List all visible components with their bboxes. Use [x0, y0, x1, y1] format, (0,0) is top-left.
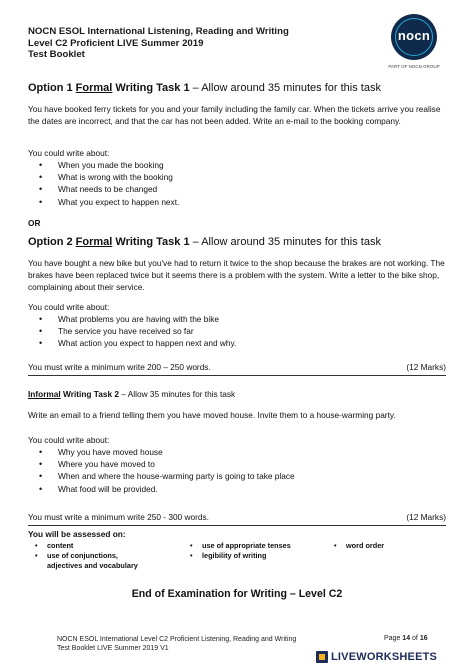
list-item: • The service you have received so far — [28, 325, 236, 337]
option2-intro: You could write about: — [28, 302, 110, 312]
task1-word-count: You must write a minimum write 200 – 250 words. — [28, 362, 211, 372]
list-item: • What you expect to happen next. — [28, 196, 179, 208]
task1-word-count-row — [28, 362, 446, 372]
header-line-2: Level C2 Proficient LIVE Summer 2019 — [28, 37, 204, 49]
list-item: • Where you have moved to — [28, 458, 295, 470]
list-item: • What is wrong with the booking — [28, 171, 179, 183]
logo-text: nocn — [397, 28, 431, 43]
page-number: Page 14 of 16 — [384, 635, 428, 642]
task2-list — [28, 446, 295, 495]
list-item: • What problems you are having with the bike — [28, 313, 236, 325]
task2-word-count-row — [28, 512, 446, 522]
list-item: • Why you have moved house — [28, 446, 295, 458]
option1-formal: Formal — [75, 82, 113, 94]
or-label: OR — [28, 218, 41, 228]
assessment-item: • legibility of writing — [188, 551, 291, 561]
list-item: • What food will be provided. — [28, 483, 295, 495]
assessment-item: • content — [33, 541, 138, 551]
option2-heading: Option 2 Formal Writing Task 1 – Allow around 35 minutes for this task — [28, 236, 381, 248]
assessment-title: You will be assessed on: — [28, 529, 126, 539]
option2-formal: Formal — [75, 236, 113, 248]
divider — [28, 525, 446, 526]
end-of-exam-title: End of Examination for Writing – Level C2 — [131, 588, 343, 600]
task2-marks: (12 Marks) — [406, 512, 446, 522]
option1-intro: You could write about: — [28, 148, 110, 158]
option1-heading: Option 1 Formal Writing Task 1 – Allow around 35 minutes for this task — [28, 82, 381, 94]
logo-circle — [391, 14, 437, 60]
task2-informal: Informal — [28, 389, 61, 399]
task1-marks: (12 Marks) — [406, 362, 446, 372]
assessment-item: • word order — [332, 541, 384, 551]
header-line-3: Test Booklet — [28, 49, 85, 60]
nocn-logo — [384, 14, 444, 69]
task2-word-count: You must write a minimum write 250 - 300 words. — [28, 512, 209, 522]
task2-intro: You could write about: — [28, 435, 110, 445]
task2-heading: Informal Writing Task 2 – Allow 35 minutes for this task — [28, 389, 236, 399]
option2-list — [28, 313, 236, 350]
list-item: • What action you expect to happen next and why. — [28, 337, 236, 349]
list-item: • What needs to be changed — [28, 183, 179, 195]
divider — [28, 375, 446, 376]
list-item: • When and where the house-warming party is going to take place — [28, 470, 295, 482]
option1-list — [28, 159, 179, 208]
assessment-item: • use of appropriate tenses — [188, 541, 291, 551]
document-header — [28, 26, 289, 61]
task2-paragraph: Write an email to a friend telling them you have moved house. Invite them to a house-warming party. — [28, 410, 396, 420]
header-line-1: NOCN ESOL International Listening, Reading and Writing — [28, 26, 289, 37]
logo-subtitle: PART OF NOCN GROUP — [388, 64, 440, 69]
footer-line-1: NOCN ESOL International Level C2 Proficient Listening, Reading and Writing — [57, 636, 297, 643]
liveworksheets-watermark — [316, 651, 437, 663]
assessment-col-1 — [33, 541, 138, 571]
assessment-col-3 — [332, 541, 384, 551]
assessment-item-continued: adjectives and vocabulary — [47, 561, 138, 570]
watermark-text: LIVEWORKSHEETS — [331, 651, 438, 663]
option2-paragraph: You have bought a new bike but you've had to return it twice to the shop because the brakes are not working. The brakes have been replaced twice but it seems there is a problem with the system. Write a letter to the bike shop, complaining about their service. — [28, 258, 445, 292]
assessment-item: • use of conjunctions, — [33, 551, 138, 561]
option1-paragraph: You have booked ferry tickets for you and your family including the family car. When the tickets arrive you realise the dates are incorrect, and that the car has not been added. Write an e-mail to the booking company. — [28, 104, 441, 126]
page-footer — [57, 635, 296, 653]
list-item: • When you made the booking — [28, 159, 179, 171]
footer-line-2: Test Booklet LIVE Summer 2019 V1 — [57, 645, 169, 652]
liveworksheets-logo-icon — [316, 651, 328, 663]
assessment-col-2 — [188, 541, 291, 561]
